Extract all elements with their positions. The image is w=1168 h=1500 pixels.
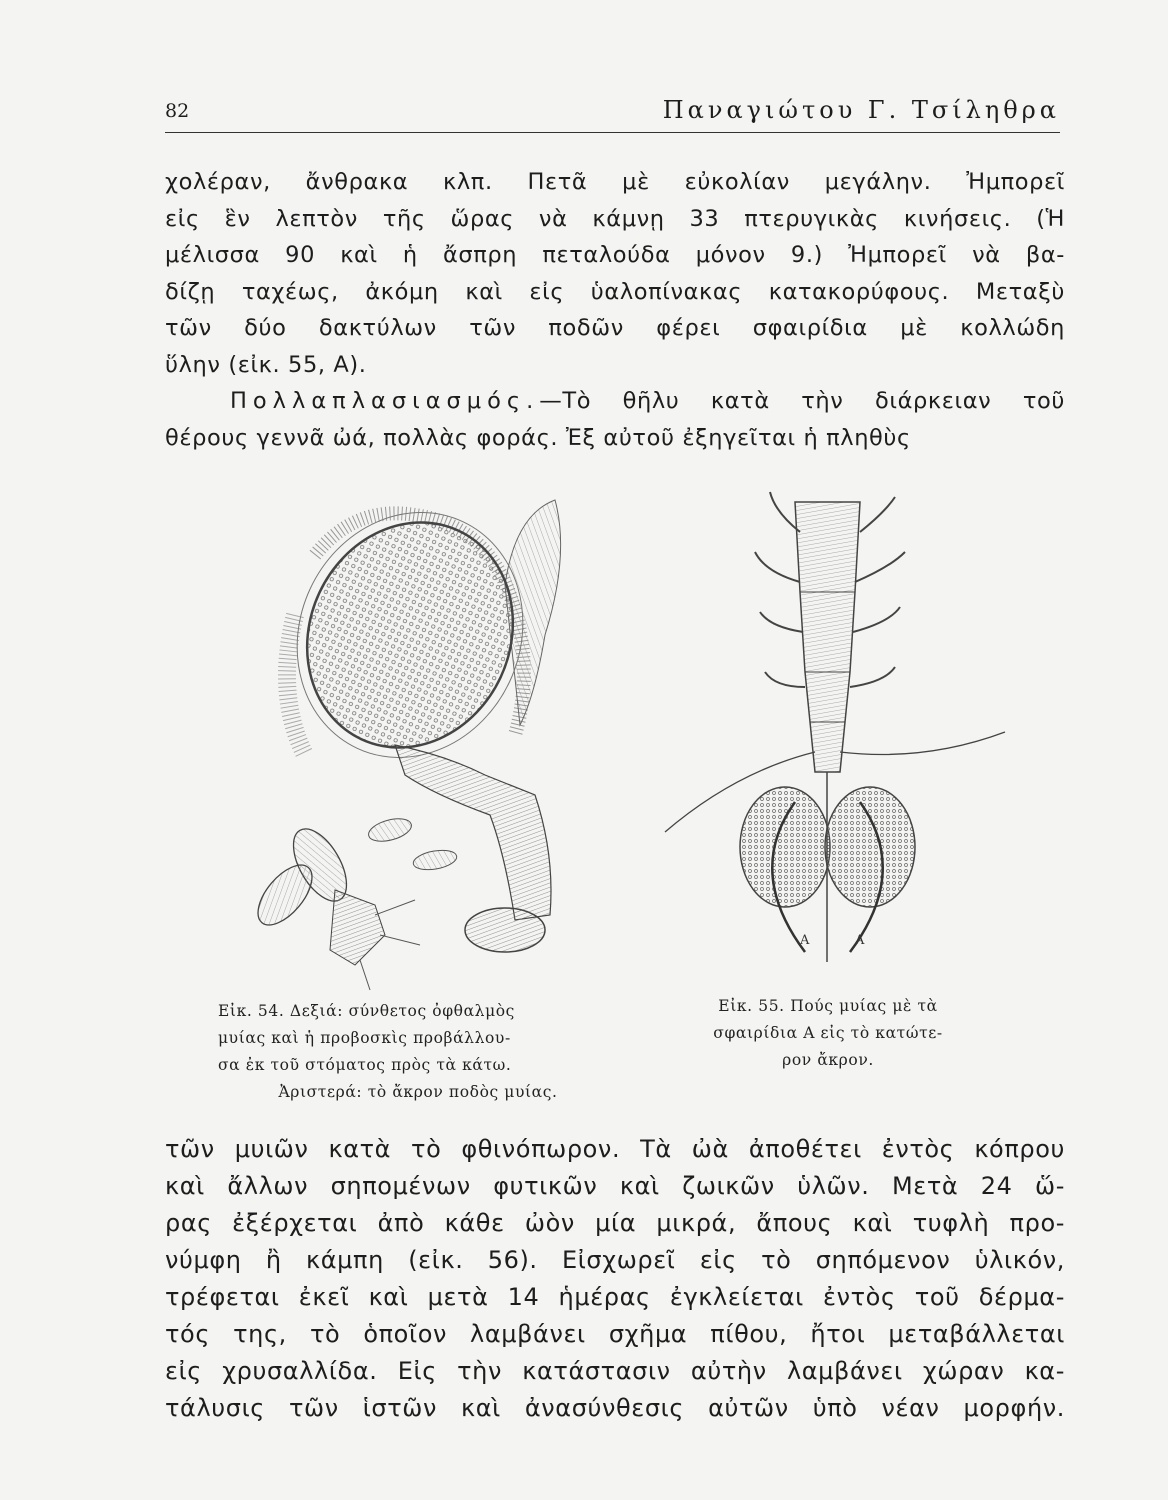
pad-label-right: A [855, 933, 865, 948]
section-heading-line [165, 383, 1065, 420]
caption-line: Ἀριστερά: τὸ ἄκρον ποδὸς μυίας. [278, 1083, 558, 1101]
text-line: τῶν δύο δακτύλων τῶν ποδῶν φέρει σφαιρίδια μὲ κολλώδη [165, 315, 1065, 341]
text-line: θέρους γεννᾶ ὠά, πολλὰς φοράς. Ἐξ αὐτοῦ ἐξηγεῖται ἡ πληθὺς [165, 424, 911, 451]
running-head: Παναγιώτου Γ. Τσίληθρα [662, 96, 1060, 124]
text-line: ρας ἐξέρχεται ἀπὸ κάθε ὠὸν μία μικρά, ἄπους καὶ τυφλὴ προ- [165, 1209, 1065, 1237]
text-line: χολέραν, ἄνθρακα κλπ. Πετᾶ μὲ εὐκολίαν μεγάλην. Ἠμπορεῖ [165, 169, 1065, 195]
page-number: 82 [165, 100, 190, 122]
text-line: τάλυσις τῶν ἱστῶν καὶ ἀνασύνθεσις αὐτῶν ὑπὸ νέαν μορφήν. [165, 1394, 1065, 1422]
figure-55-illustration [645, 472, 1020, 977]
text-line: δίζῃ ταχέως, ἀκόμη καὶ εἰς ὑαλοπίνακας κατακορύφους. Μεταξὺ [165, 278, 1065, 305]
caption-line: σα ἐκ τοῦ στόματος πρὸς τὰ κάτω. [218, 1056, 512, 1074]
pad-label-left: A [800, 933, 810, 948]
figure-55-caption [668, 993, 988, 1074]
text-line: ὕλην (εἰκ. 55, Α). [165, 351, 367, 378]
text-line: τός της, τὸ ὁποῖον λαμβάνει σχῆμα πίθου, ἤτοι μεταβάλλεται [165, 1320, 1065, 1348]
fly-eye-proboscis-drawing [235, 495, 575, 995]
caption-line: Εἰκ. 54. Δεξιά: σύνθετος ὀφθαλμὸς [218, 1002, 515, 1020]
text-line: εἰς ἓν λεπτὸν τῆς ὥρας νὰ κάμνῃ 33 πτερυγικὰς κινήσεις. (Ἡ [165, 205, 1065, 232]
text-line: εἰς χρυσαλλίδα. Εἰς τὴν κατάστασιν αὐτὴν λαμβάνει χώραν κα- [165, 1357, 1065, 1385]
fly-foot-drawing [645, 472, 1020, 977]
text-line: μέλισσα 90 καὶ ἡ ἄσπρη πεταλούδα μόνον 9.) Ἠμπορεῖ νὰ βα- [165, 242, 1065, 268]
text-line: τρέφεται ἐκεῖ καὶ μετὰ 14 ἡμέρας ἐγκλείεται ἐντὸς τοῦ δέρμα- [165, 1283, 1065, 1311]
caption-line: Εἰκ. 55. Πούς μυίας μὲ τὰ [718, 997, 938, 1015]
body-paragraph-3 [165, 1131, 1065, 1427]
caption-line: μυίας καὶ ἡ προβοσκὶς προβάλλου- [218, 1029, 511, 1047]
text-line: καὶ ἄλλων σηπομένων φυτικῶν καὶ ζωικῶν ὑλῶν. Μετὰ 24 ὥ- [165, 1172, 1065, 1200]
text-line: νύμφη ἢ κάμπη (εἰκ. 56). Εἰσχωρεῖ εἰς τὸ σηπόμενον ὑλικόν, [165, 1246, 1065, 1274]
caption-line: σφαιρίδια Α εἰς τὸ κατώτε- [713, 1024, 943, 1042]
figure-54-illustration [235, 495, 575, 995]
body-paragraph-1 [165, 164, 1065, 456]
text-span: —Τὸ θῆλυ κατὰ τὴν διάρκειαν τοῦ [539, 388, 1065, 414]
figure-54-caption [218, 998, 618, 1106]
caption-line: ρον ἄκρον. [782, 1051, 874, 1069]
page-header [165, 92, 1060, 133]
section-heading: Πολλαπλασιασμός. [230, 388, 540, 414]
text-line: τῶν μυιῶν κατὰ τὸ φθινόπωρον. Τὰ ὠὰ ἀποθέτει ἐντὸς κόπρου [165, 1135, 1065, 1163]
